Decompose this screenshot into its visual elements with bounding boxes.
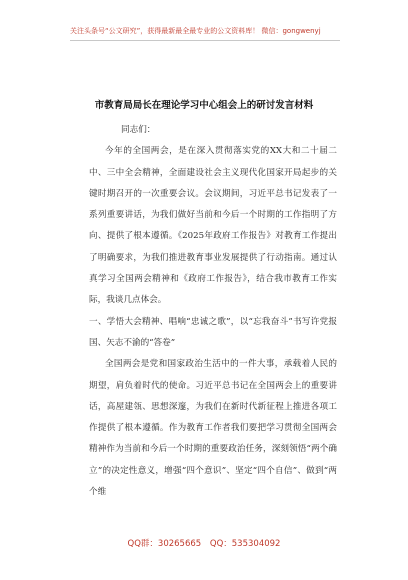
document-title: 市教育局局长在理论学习中心组会上的研讨发言材料 <box>94 100 314 111</box>
salutation: 同志们： <box>121 125 156 135</box>
header-divider <box>70 40 340 41</box>
document-body <box>89 120 337 503</box>
footer-contact: QQ群：30265665 QQ：535304092 <box>127 539 281 549</box>
section-heading-one: 一、学悟大会精神、唱响“忠诚之歌”，以“忘我奋斗”书写许党报国、矢志不渝的“答卷” <box>89 316 337 348</box>
paragraph-section-one: 全国两会是党和国家政治生活中的一件大事，承载着人民的期望，肩负着时代的使命。习近平总书记在全国两会上的重要讲话，高屋建瓴、思想深邃，为我们在新时代新征程上推进各项工作提供了根本遵循。作为教育工作者我们要把学习贯彻全国两会精神作为当前和今后一个时期的重要政治任务，深刻领悟“两个确立”的决定性意义，增强“四个意识”、坚定“四个自信”、做到“两个维 <box>89 359 337 498</box>
paragraph-intro: 今年的全国两会，是在深入贯彻落实党的XX大和二十届二中、三中全会精神，全面建设社会主义现代化国家开局起步的关键时期召开的一次重要会议。会议期间，习近平总书记发表了一系列重要讲话，为我们做好当前和今后一个时期的工作指明了方向、提供了根本遵循。《2025年政府工作报告》对教育工作提出了明确要求，为我们推进教育事业发展提供了行动指南。通过认真学习全国两会精神和《政府工作报告》，结合我市教育工作实际，我谈几点体会。 <box>89 146 337 306</box>
header-banner: 关注头条号“公文研究”，获得最新最全最专业的公文资料库！ 微信：gongwenyj <box>70 27 321 35</box>
